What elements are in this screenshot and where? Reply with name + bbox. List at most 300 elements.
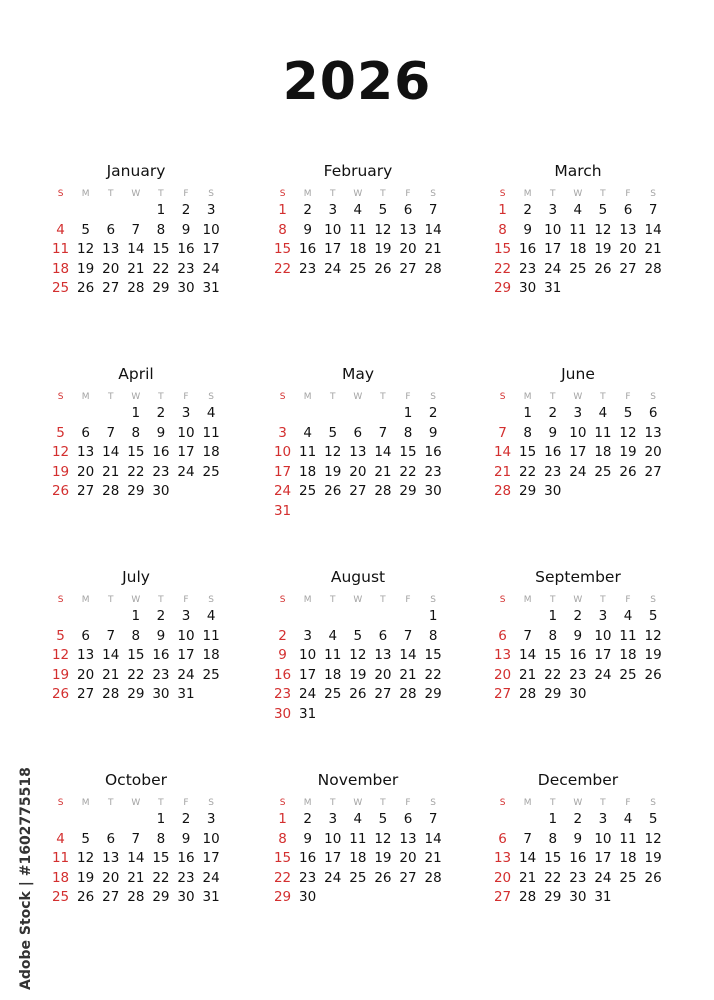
weekday-label: S — [208, 189, 214, 199]
month-name: January — [106, 162, 166, 180]
month-november — [270, 769, 446, 908]
day-number: 14 — [102, 647, 120, 664]
day-number: 2 — [573, 811, 583, 827]
empty-cell — [98, 810, 123, 830]
day-number: 2 — [303, 202, 312, 218]
weekday-label: F — [625, 392, 631, 402]
empty-cell — [98, 607, 123, 627]
day-number: 23 — [152, 666, 170, 683]
day-number: 29 — [273, 889, 292, 906]
day-number: 19 — [594, 241, 612, 258]
day-number: 15 — [273, 850, 292, 867]
day-number: 27 — [493, 686, 512, 703]
empty-cell — [320, 404, 345, 424]
day-grid — [270, 187, 446, 279]
weekday-label: T — [600, 392, 606, 402]
day-number: 27 — [399, 260, 417, 277]
day-number: 27 — [399, 869, 417, 886]
day-number: 28 — [424, 260, 442, 277]
day-number: 15 — [127, 444, 145, 461]
weekday-label: F — [183, 392, 189, 402]
day-number: 1 — [278, 202, 287, 218]
day-number: 25 — [619, 869, 637, 886]
day-number: 3 — [598, 811, 608, 827]
day-number: 7 — [523, 627, 532, 644]
weekday-label: S — [57, 595, 64, 605]
day-number: 22 — [424, 666, 442, 683]
day-number: 13 — [493, 850, 512, 867]
day-number: 22 — [152, 869, 170, 886]
day-number: 3 — [598, 608, 608, 624]
day-number: 4 — [623, 811, 633, 827]
weekday-label: T — [549, 189, 556, 199]
month-march — [490, 160, 666, 299]
day-number: 18 — [299, 463, 317, 480]
day-number: 24 — [569, 463, 587, 480]
day-number: 20 — [77, 463, 95, 480]
day-number: 17 — [544, 241, 562, 258]
day-number: 18 — [51, 869, 70, 886]
day-grid — [48, 593, 224, 705]
day-number: 5 — [648, 608, 658, 624]
day-number: 31 — [202, 280, 220, 297]
day-number: 7 — [428, 202, 438, 218]
month-may — [270, 363, 446, 522]
day-number: 6 — [81, 627, 90, 644]
day-number: 11 — [202, 627, 220, 644]
weekday-label: M — [303, 189, 312, 199]
day-number: 4 — [623, 608, 633, 624]
day-number: 10 — [324, 830, 342, 847]
day-number: 8 — [548, 627, 558, 644]
empty-cell — [73, 607, 98, 627]
day-number: 14 — [519, 647, 537, 664]
weekday-label: T — [107, 189, 114, 199]
weekday-label: S — [499, 189, 506, 199]
month-september — [490, 566, 666, 705]
weekday-label: W — [353, 189, 363, 199]
day-number: 24 — [177, 666, 195, 683]
weekday-label: T — [158, 189, 164, 199]
day-number: 8 — [131, 424, 141, 441]
day-number: 10 — [177, 424, 195, 441]
weekday-label: W — [353, 392, 363, 402]
day-number: 25 — [51, 889, 70, 906]
day-number: 16 — [177, 241, 195, 258]
day-number: 1 — [131, 405, 141, 421]
day-number: 28 — [102, 483, 120, 500]
weekday-label: F — [625, 595, 631, 605]
day-number: 7 — [131, 221, 141, 238]
day-number: 23 — [152, 463, 170, 480]
day-number: 9 — [573, 627, 583, 644]
day-number: 11 — [349, 221, 367, 238]
weekday-label: T — [380, 595, 386, 605]
empty-cell — [48, 607, 73, 627]
day-number: 9 — [303, 221, 312, 238]
empty-cell — [73, 810, 98, 830]
day-number: 1 — [498, 202, 507, 218]
day-number: 5 — [378, 202, 388, 218]
day-grid — [270, 593, 446, 725]
day-number: 11 — [619, 627, 637, 644]
day-number: 8 — [278, 830, 287, 847]
day-number: 11 — [324, 647, 342, 664]
day-number: 4 — [328, 627, 338, 644]
day-number: 31 — [299, 705, 317, 722]
day-number: 9 — [156, 424, 166, 441]
day-number: 30 — [569, 686, 587, 703]
day-number: 21 — [374, 463, 392, 480]
day-number: 13 — [399, 221, 417, 238]
weekday-label: M — [523, 392, 532, 402]
day-number: 10 — [324, 221, 342, 238]
day-number: 3 — [278, 424, 287, 441]
weekday-label: T — [600, 798, 606, 808]
day-number: 25 — [299, 483, 317, 500]
day-number: 26 — [619, 463, 637, 480]
day-grid — [270, 390, 446, 522]
day-number: 16 — [569, 647, 587, 664]
empty-cell — [48, 810, 73, 830]
weekday-label: M — [303, 392, 312, 402]
day-number: 2 — [573, 608, 583, 624]
weekday-label: S — [279, 189, 286, 199]
day-number: 22 — [127, 463, 145, 480]
day-number: 16 — [519, 241, 537, 258]
day-number: 18 — [51, 260, 70, 277]
watermark-text: Adobe Stock | #1602775518 — [18, 767, 34, 990]
day-number: 14 — [493, 444, 512, 461]
day-number: 27 — [493, 889, 512, 906]
day-number: 16 — [544, 444, 562, 461]
day-number: 8 — [403, 424, 413, 441]
day-number: 12 — [594, 221, 612, 238]
day-number: 1 — [523, 405, 532, 421]
day-number: 29 — [544, 686, 562, 703]
day-number: 21 — [127, 260, 145, 277]
month-july — [48, 566, 224, 705]
day-number: 20 — [102, 260, 120, 277]
empty-cell — [295, 404, 320, 424]
day-number: 9 — [181, 830, 191, 847]
day-number: 24 — [594, 666, 612, 683]
day-number: 10 — [299, 647, 317, 664]
weekday-label: W — [573, 798, 583, 808]
day-number: 14 — [102, 444, 120, 461]
day-number: 29 — [424, 686, 442, 703]
day-number: 22 — [273, 869, 292, 886]
day-number: 20 — [644, 444, 662, 461]
day-number: 6 — [623, 202, 633, 218]
day-number: 21 — [424, 241, 442, 258]
day-number: 5 — [623, 405, 633, 421]
weekday-label: T — [549, 595, 556, 605]
empty-cell — [320, 607, 345, 627]
day-number: 21 — [102, 666, 120, 683]
day-number: 2 — [278, 627, 287, 644]
month-august — [270, 566, 446, 725]
day-number: 31 — [177, 686, 195, 703]
day-number: 25 — [594, 463, 612, 480]
day-number: 5 — [648, 811, 658, 827]
day-number: 27 — [77, 483, 95, 500]
day-number: 7 — [131, 830, 141, 847]
empty-cell — [48, 201, 73, 221]
day-number: 27 — [644, 463, 662, 480]
day-number: 2 — [181, 811, 191, 827]
day-number: 21 — [644, 241, 662, 258]
day-number: 21 — [493, 463, 512, 480]
day-number: 9 — [573, 830, 583, 847]
day-number: 5 — [328, 424, 338, 441]
weekday-label: W — [353, 798, 363, 808]
day-number: 11 — [202, 424, 220, 441]
day-number: 14 — [374, 444, 392, 461]
day-number: 2 — [428, 405, 438, 421]
weekday-label: S — [279, 595, 286, 605]
day-number: 1 — [548, 811, 558, 827]
weekday-label: M — [81, 189, 90, 199]
day-number: 1 — [131, 608, 141, 624]
day-number: 30 — [569, 889, 587, 906]
day-number: 22 — [127, 666, 145, 683]
weekday-label: W — [573, 595, 583, 605]
day-number: 16 — [424, 444, 442, 461]
day-number: 24 — [299, 686, 317, 703]
day-number: 20 — [399, 241, 417, 258]
day-number: 27 — [102, 889, 120, 906]
day-number: 11 — [51, 241, 70, 258]
day-number: 13 — [77, 647, 95, 664]
day-number: 26 — [349, 686, 367, 703]
empty-cell — [270, 404, 295, 424]
day-number: 19 — [374, 850, 392, 867]
weekday-label: T — [549, 392, 556, 402]
empty-cell — [395, 607, 420, 627]
day-number: 28 — [644, 260, 662, 277]
day-number: 12 — [374, 830, 392, 847]
day-number: 26 — [324, 483, 342, 500]
day-number: 18 — [349, 850, 367, 867]
day-number: 25 — [202, 463, 220, 480]
month-name: April — [118, 365, 154, 383]
day-number: 18 — [349, 241, 367, 258]
weekday-label: F — [183, 189, 189, 199]
day-number: 19 — [77, 260, 95, 277]
weekday-label: T — [158, 798, 164, 808]
day-number: 5 — [598, 202, 608, 218]
weekday-label: T — [158, 595, 164, 605]
day-number: 14 — [519, 850, 537, 867]
day-number: 23 — [519, 260, 537, 277]
day-number: 29 — [127, 483, 145, 500]
day-number: 26 — [374, 869, 392, 886]
day-number: 1 — [156, 811, 166, 827]
weekday-label: S — [430, 595, 436, 605]
day-number: 7 — [378, 424, 388, 441]
day-number: 14 — [644, 221, 662, 238]
day-number: 18 — [619, 850, 637, 867]
day-number: 22 — [519, 463, 537, 480]
day-number: 17 — [177, 647, 195, 664]
day-number: 18 — [569, 241, 587, 258]
day-number: 11 — [349, 830, 367, 847]
day-number: 7 — [523, 830, 532, 847]
day-number: 23 — [299, 260, 317, 277]
day-number: 6 — [106, 830, 116, 847]
day-number: 27 — [77, 686, 95, 703]
day-number: 15 — [152, 241, 170, 258]
day-number: 2 — [548, 405, 558, 421]
day-number: 6 — [403, 811, 413, 827]
weekday-label: S — [208, 595, 214, 605]
day-number: 4 — [303, 424, 312, 441]
day-number: 30 — [544, 483, 562, 500]
weekday-label: F — [183, 595, 189, 605]
weekday-label: S — [208, 798, 214, 808]
day-number: 9 — [181, 221, 191, 238]
day-number: 4 — [353, 811, 363, 827]
day-number: 21 — [519, 666, 537, 683]
weekday-label: M — [523, 595, 532, 605]
day-number: 3 — [181, 405, 191, 421]
day-number: 2 — [181, 202, 191, 218]
empty-cell — [345, 607, 370, 627]
day-number: 7 — [106, 424, 116, 441]
day-number: 3 — [303, 627, 312, 644]
month-june — [490, 363, 666, 502]
day-number: 12 — [324, 444, 342, 461]
day-number: 4 — [353, 202, 363, 218]
day-number: 19 — [51, 463, 70, 480]
day-number: 23 — [273, 686, 292, 703]
day-number: 25 — [619, 666, 637, 683]
day-number: 19 — [349, 666, 367, 683]
weekday-label: M — [303, 798, 312, 808]
empty-cell — [370, 404, 395, 424]
day-number: 30 — [177, 889, 195, 906]
day-number: 23 — [569, 869, 587, 886]
day-number: 3 — [206, 202, 216, 218]
day-number: 18 — [202, 647, 220, 664]
weekday-label: S — [650, 798, 656, 808]
day-number: 20 — [349, 463, 367, 480]
day-number: 21 — [424, 850, 442, 867]
day-number: 9 — [156, 627, 166, 644]
empty-cell — [73, 404, 98, 424]
day-number: 13 — [644, 424, 662, 441]
weekday-label: T — [329, 595, 336, 605]
day-number: 10 — [273, 444, 292, 461]
weekday-label: F — [625, 798, 631, 808]
day-number: 21 — [399, 666, 417, 683]
day-number: 22 — [544, 869, 562, 886]
month-october — [48, 769, 224, 908]
empty-cell — [73, 201, 98, 221]
day-number: 5 — [353, 627, 363, 644]
day-number: 4 — [206, 608, 216, 624]
day-number: 3 — [206, 811, 216, 827]
day-number: 17 — [324, 241, 342, 258]
day-number: 14 — [127, 241, 145, 258]
day-grid — [490, 796, 666, 908]
day-number: 15 — [424, 647, 442, 664]
weekday-label: M — [81, 595, 90, 605]
day-number: 31 — [594, 889, 612, 906]
day-grid — [48, 390, 224, 502]
day-number: 1 — [548, 608, 558, 624]
weekday-label: S — [499, 392, 506, 402]
day-number: 16 — [299, 850, 317, 867]
day-number: 31 — [202, 889, 220, 906]
day-number: 30 — [152, 686, 170, 703]
month-january — [48, 160, 224, 299]
day-number: 19 — [644, 647, 662, 664]
day-number: 6 — [81, 424, 90, 441]
day-number: 20 — [399, 850, 417, 867]
empty-cell — [490, 404, 515, 424]
day-number: 6 — [498, 830, 507, 847]
day-number: 19 — [51, 666, 70, 683]
month-name: February — [323, 162, 393, 180]
day-number: 12 — [644, 830, 662, 847]
weekday-label: T — [329, 189, 336, 199]
day-number: 18 — [324, 666, 342, 683]
day-number: 27 — [619, 260, 637, 277]
day-number: 3 — [181, 608, 191, 624]
day-number: 17 — [324, 850, 342, 867]
weekday-label: W — [131, 392, 141, 402]
weekday-label: F — [625, 189, 631, 199]
weekday-label: T — [380, 392, 386, 402]
day-number: 11 — [619, 830, 637, 847]
day-number: 6 — [403, 202, 413, 218]
weekday-label: S — [499, 798, 506, 808]
day-grid — [48, 187, 224, 299]
day-number: 8 — [156, 830, 166, 847]
empty-cell — [370, 607, 395, 627]
day-number: 20 — [619, 241, 637, 258]
day-number: 5 — [56, 627, 65, 644]
day-number: 15 — [544, 850, 562, 867]
weekday-label: S — [208, 392, 214, 402]
day-number: 6 — [498, 627, 507, 644]
weekday-label: T — [107, 392, 114, 402]
weekday-label: T — [380, 189, 386, 199]
empty-cell — [490, 607, 515, 627]
day-number: 28 — [399, 686, 417, 703]
empty-cell — [123, 201, 148, 221]
day-number: 4 — [573, 202, 583, 218]
day-number: 17 — [202, 850, 220, 867]
weekday-label: T — [329, 392, 336, 402]
day-number: 29 — [127, 686, 145, 703]
weekday-label: S — [57, 189, 64, 199]
weekday-label: T — [107, 595, 114, 605]
day-number: 8 — [131, 627, 141, 644]
day-number: 17 — [594, 850, 612, 867]
weekday-label: W — [573, 189, 583, 199]
day-number: 19 — [374, 241, 392, 258]
day-number: 29 — [519, 483, 537, 500]
day-number: 23 — [177, 869, 195, 886]
weekday-label: W — [131, 189, 141, 199]
month-name: October — [104, 771, 168, 789]
day-number: 8 — [548, 830, 558, 847]
day-number: 26 — [374, 260, 392, 277]
month-december — [490, 769, 666, 908]
